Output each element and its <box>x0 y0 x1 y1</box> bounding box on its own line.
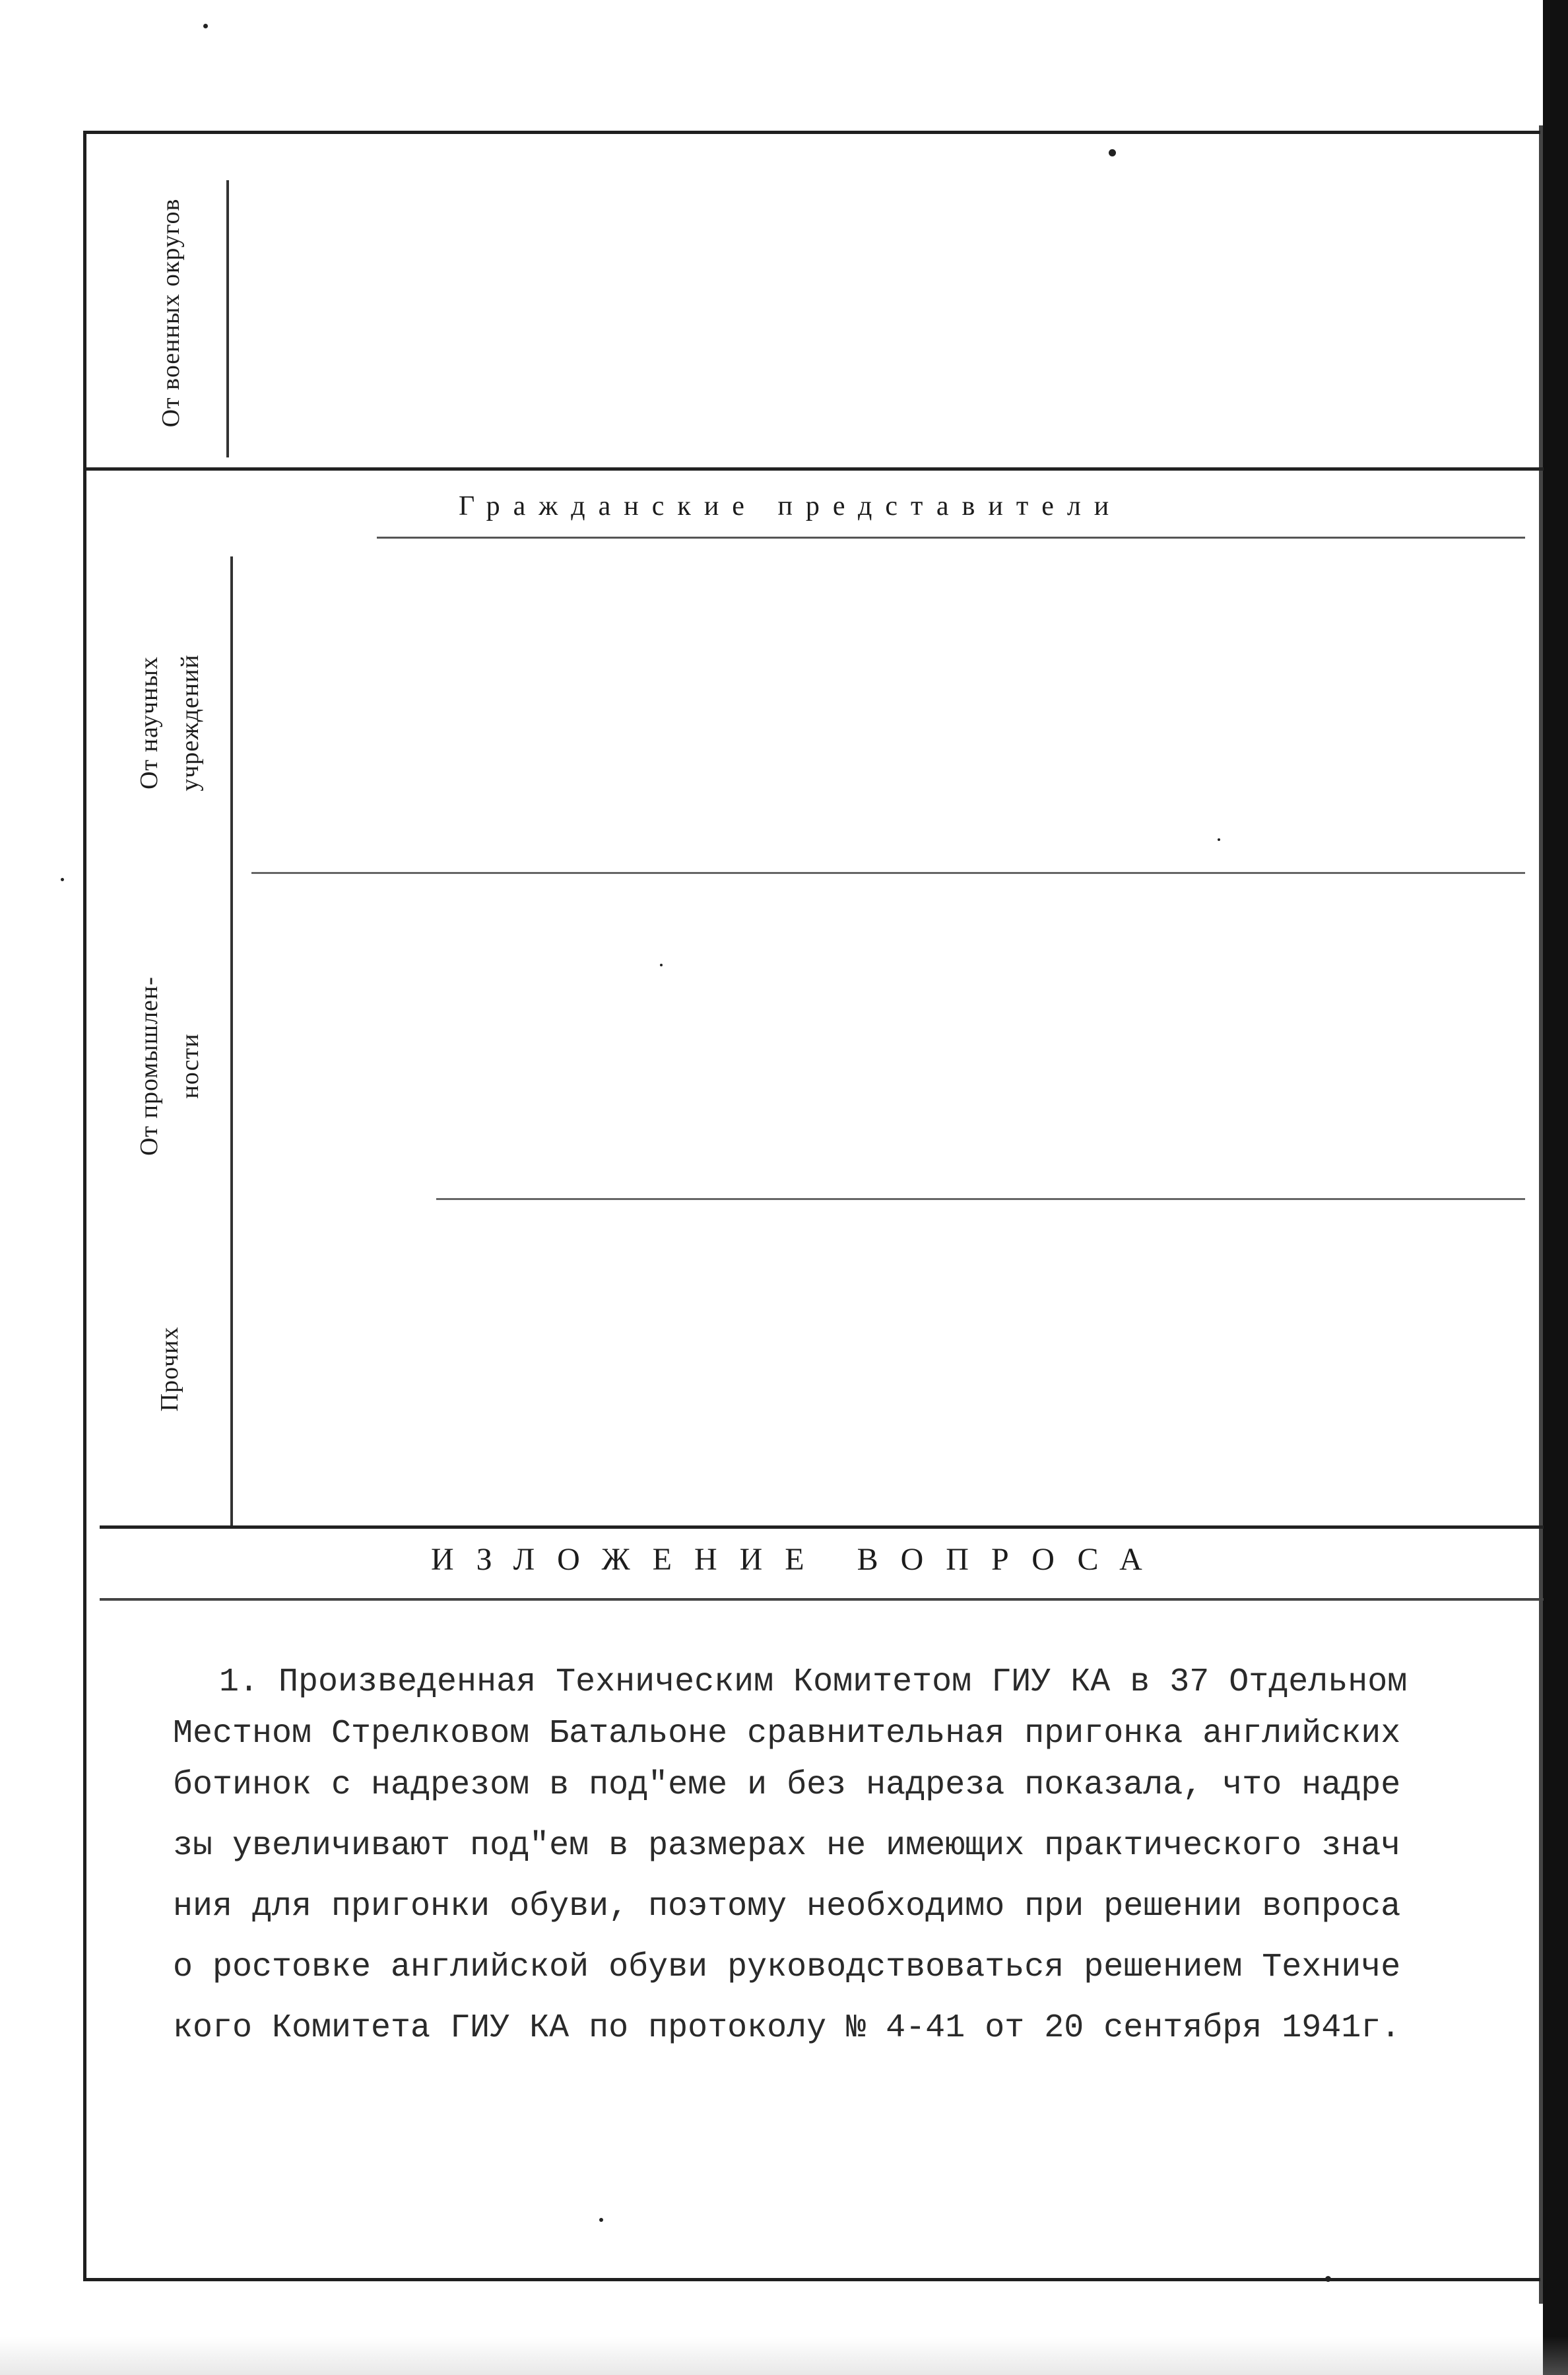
issue-title-underline <box>100 1598 1544 1601</box>
scan-speck <box>1325 2276 1331 2282</box>
scan-speck <box>660 964 663 966</box>
issue-section-title <box>431 1541 1165 1578</box>
industry-row-label <box>129 954 211 1178</box>
military-row-label-text: От военных округов <box>157 198 185 428</box>
civil-section-title-text: Гражданские представители <box>459 491 1123 521</box>
issue-line: зы увеличивают под"ем в размерах не имеющих практического знач <box>173 1827 1401 1865</box>
civil-label-divider <box>230 556 233 1527</box>
issue-line: ния для пригонки обуви, поэтому необходимо при решении вопроса <box>173 1888 1401 1925</box>
scan-bottom-smudge <box>0 2337 1568 2375</box>
military-section-bottom-border <box>86 467 1544 471</box>
scan-speck <box>1218 838 1220 841</box>
science-row-label <box>129 611 211 835</box>
issue-body <box>173 1657 1532 2054</box>
issue-line: кого Комитета ГИУ КА по протоколу № 4-41 от 20 сентября 1941г. <box>173 2009 1401 2047</box>
civil-title-underline <box>377 537 1525 539</box>
page-edge-shadow <box>1543 0 1568 2375</box>
civil-section-bottom-border <box>100 1525 1544 1529</box>
industry-row-label-text: От промышлен-ности <box>135 976 204 1156</box>
military-row-label <box>150 187 191 438</box>
issue-line: Местном Стрелковом Батальоне сравнительная пригонка английских <box>173 1715 1401 1753</box>
issue-line: ботинок с надрезом в под"еме и без надреза показала, что надре <box>173 1766 1401 1804</box>
military-label-divider <box>226 180 229 457</box>
scan-speck <box>203 24 208 28</box>
civil-section-title <box>459 490 1122 522</box>
science-row-separator <box>251 872 1525 874</box>
scan-speck <box>599 2218 603 2222</box>
issue-line: 1. Произведенная Техническим Комитетом ГИУ КА в 37 Отдельном <box>219 1663 1408 1701</box>
other-row-label <box>149 1270 190 1468</box>
issue-line: о ростовке английской обуви руководствоваться решением Техниче <box>173 1949 1401 1986</box>
scan-speck <box>1109 149 1116 156</box>
scan-speck <box>61 878 64 881</box>
science-row-label-text: От научных учреждений <box>135 654 204 791</box>
industry-row-separator <box>436 1198 1525 1200</box>
other-row-label-text: Прочих <box>156 1326 183 1412</box>
issue-section-title-text: ИЗЛОЖЕНИЕ ВОПРОСА <box>431 1542 1165 1577</box>
